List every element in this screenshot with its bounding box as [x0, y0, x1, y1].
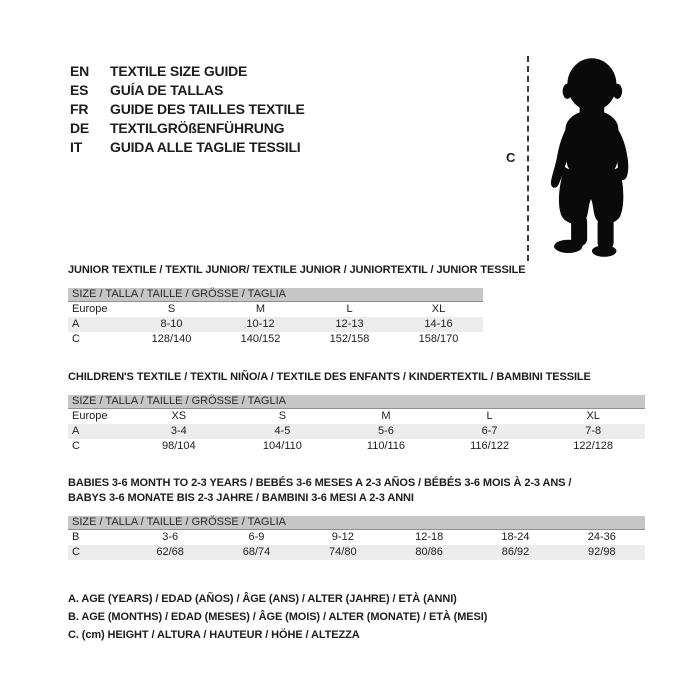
table-row-age [68, 424, 645, 439]
note-text: AGE (MONTHS) / EDAD (MESES) / ÂGE (MOIS) / ALTER (MONATE) / ETÀ (MESI) [81, 611, 488, 623]
lang-row-de [70, 119, 305, 138]
row-label: A [72, 425, 80, 437]
baby-silhouette-icon [538, 52, 642, 262]
cell: 4-5 [274, 425, 291, 437]
lang-title: GUÍA DE TALLAS [110, 82, 224, 98]
cell: 128/140 [151, 333, 192, 345]
cell: 3-6 [162, 531, 179, 543]
table-size-header: SIZE / TALLA / TAILLE / GRÖSSE / TAGLIA [68, 288, 483, 302]
cell: 68/74 [242, 546, 271, 558]
cell: 62/68 [156, 546, 184, 558]
cell: 152/158 [329, 333, 370, 345]
note-label: B. [68, 611, 79, 623]
table-row-age [68, 317, 483, 332]
lang-row-fr [70, 100, 305, 119]
note-label: A. [68, 593, 79, 605]
cell: M [381, 410, 391, 422]
height-measure-label: C [506, 150, 516, 165]
children-section-title: CHILDREN'S TEXTILE / TEXTIL NIÑO/A / TEXTILE DES ENFANTS / KINDERTEXTIL / BAMBINI TESSILE [68, 371, 591, 383]
cell: 6-9 [248, 531, 265, 543]
cell: L [346, 303, 353, 315]
cell: 110/116 [366, 440, 406, 452]
cell: XL [431, 303, 446, 315]
cell: 7-8 [585, 425, 602, 437]
babies-title-line1: BABIES 3-6 MONTH TO 2-3 YEARS / BEBÉS 3-6 MESES A 2-3 AÑOS / BÉBÉS 3-6 MOIS À 2-3 ANS / [68, 477, 572, 489]
lang-row-it [70, 138, 305, 157]
cell: 12-18 [415, 531, 444, 543]
lang-title: GUIDA ALLE TAGLIE TESSILI [110, 139, 301, 155]
table-row-height [68, 545, 645, 560]
legend-notes [68, 590, 648, 644]
cell: 12-13 [335, 318, 364, 330]
cell: 18-24 [501, 531, 530, 543]
lang-title: TEXTILE SIZE GUIDE [110, 63, 248, 79]
lang-code: DE [70, 120, 90, 136]
junior-size-table [68, 288, 483, 347]
lang-title: TEXTILGRÖßENFÜHRUNG [110, 120, 285, 136]
table-row-europe [68, 302, 483, 317]
row-label: A [72, 318, 80, 330]
cell: 6-7 [481, 425, 498, 437]
cell: XS [171, 410, 187, 422]
note-a [68, 590, 648, 608]
note-c [68, 626, 648, 644]
babies-size-table [68, 516, 645, 560]
cell: S [167, 303, 176, 315]
table-row-age-months [68, 530, 645, 545]
row-label: Europe [72, 410, 108, 422]
cell: S [278, 410, 287, 422]
tables-section [68, 263, 648, 644]
table-size-header: SIZE / TALLA / TAILLE / GRÖSSE / TAGLIA [68, 395, 645, 409]
note-text: (cm) HEIGHT / ALTURA / HAUTEUR / HÖHE / ALTEZZA [81, 629, 360, 641]
language-header [70, 62, 305, 157]
cell: M [255, 303, 266, 315]
cell: 80/86 [415, 546, 443, 558]
row-label: C [72, 546, 80, 558]
cell: 116/122 [470, 440, 510, 452]
lang-row-en [70, 62, 305, 81]
children-size-table [68, 395, 645, 454]
cell: XL [586, 410, 600, 422]
cell: 92/98 [588, 546, 616, 558]
baby-figure [500, 50, 670, 275]
table-row-height [68, 332, 483, 347]
babies-section-title [68, 476, 648, 506]
cell: 74/80 [329, 546, 357, 558]
lang-code: ES [70, 82, 89, 98]
cell: 158/170 [418, 333, 459, 345]
cell: 3-4 [170, 425, 187, 437]
junior-section-title: JUNIOR TEXTILE / TEXTIL JUNIOR/ TEXTILE JUNIOR / JUNIORTEXTIL / JUNIOR TESSILE [68, 264, 526, 276]
lang-code: FR [70, 101, 89, 117]
cell: 104/110 [262, 440, 302, 452]
row-label: B [72, 531, 80, 543]
cell: 98/104 [161, 440, 196, 452]
cell: 140/152 [240, 333, 281, 345]
row-label: C [72, 440, 80, 452]
table-size-header: SIZE / TALLA / TAILLE / GRÖSSE / TAGLIA [68, 516, 645, 530]
cell: 9-12 [331, 531, 354, 543]
lang-code: IT [70, 139, 83, 155]
lang-row-es [70, 81, 305, 100]
cell: 24-36 [587, 531, 616, 543]
note-text: AGE (YEARS) / EDAD (AÑOS) / ÂGE (ANS) / ALTER (JAHRE) / ETÀ (ANNI) [81, 593, 457, 605]
row-label: C [72, 333, 80, 345]
cell: 10-12 [246, 318, 275, 330]
cell: 122/128 [573, 440, 614, 452]
height-dashed-line [527, 56, 529, 261]
cell: L [486, 410, 493, 422]
babies-title-line2: BABYS 3-6 MONATE BIS 2-3 JAHRE / BAMBINI 3-6 MESI A 2-3 ANNI [68, 492, 414, 504]
lang-code: EN [70, 63, 90, 79]
cell: 86/92 [501, 546, 530, 558]
cell: 14-16 [424, 318, 453, 330]
row-label: Europe [72, 303, 108, 315]
cell: 5-6 [378, 425, 394, 437]
note-label: C. [68, 629, 79, 641]
table-row-europe [68, 409, 645, 424]
note-b [68, 608, 648, 626]
lang-title: GUIDE DES TAILLES TEXTILE [110, 101, 305, 117]
cell: 8-10 [160, 318, 183, 330]
table-row-height [68, 439, 645, 454]
